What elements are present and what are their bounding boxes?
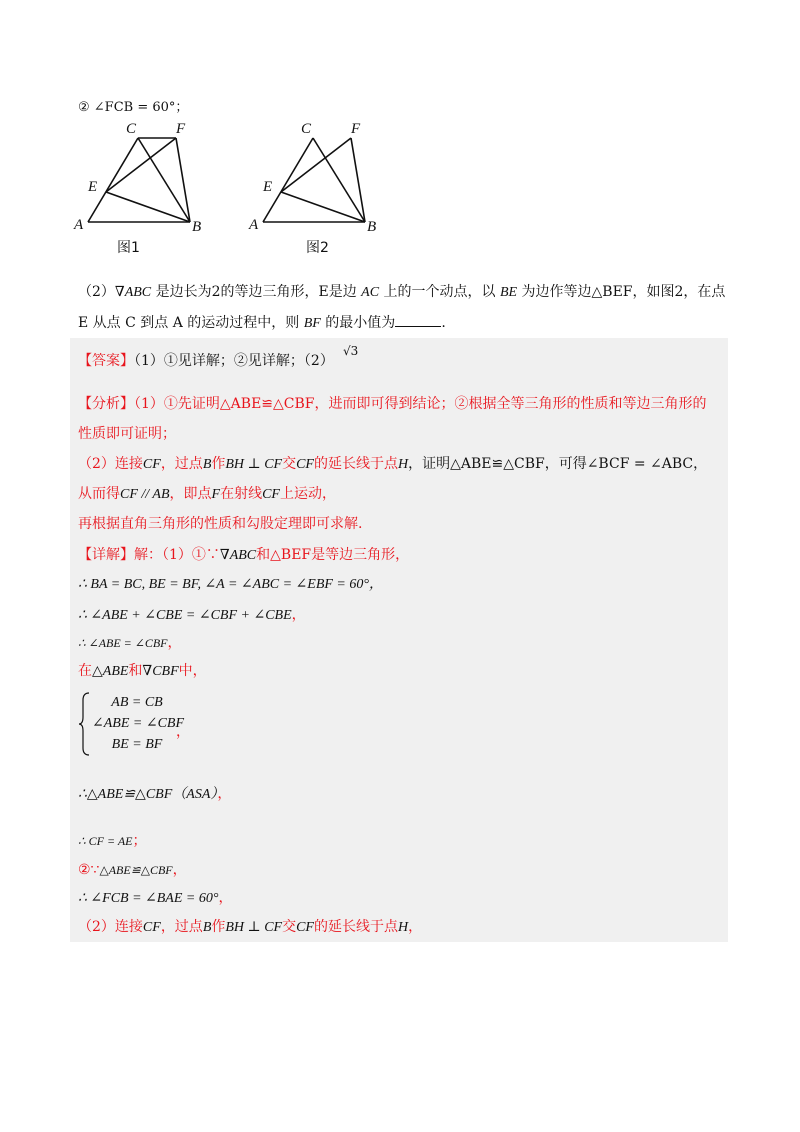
analysis-math: CF: [142, 457, 161, 472]
figure-1-diagram: [70, 118, 220, 238]
detail-text: ，: [291, 607, 306, 623]
detail-math: CF: [142, 920, 161, 935]
detail-math: BH ⊥ CF: [225, 920, 283, 935]
problem-math: ∇ABC: [114, 285, 152, 300]
equation-1: AB = CB: [111, 695, 163, 710]
detail-math: ∇ABC: [219, 548, 257, 563]
detail-text: ，: [167, 635, 182, 651]
problem-text: （2）: [78, 284, 115, 300]
detail-text: ，: [217, 786, 232, 802]
analysis-math: CF: [296, 457, 314, 472]
detail-math: ∴ ∠ABE = ∠CBF: [78, 636, 168, 650]
detail-math: △ABE: [92, 664, 129, 679]
analysis-text: ，证明△ABE≌△CBF，可得∠BCF = ∠ABC，: [408, 456, 708, 472]
analysis-math: CF // AB: [120, 487, 170, 502]
equation-lines: [92, 692, 185, 755]
fig2-label-c: C: [301, 121, 312, 137]
fig1-label-f: F: [176, 121, 186, 137]
detail-line-5: [78, 661, 207, 682]
fig1-label-a: A: [74, 217, 84, 233]
equation-3: BE = BF: [111, 737, 163, 752]
analysis-text: （2）连接: [78, 456, 143, 472]
problem-text: 的最小值为: [320, 315, 396, 331]
detail-line-9: [78, 888, 232, 909]
answer-blank: [395, 312, 441, 327]
system-comma: ，: [176, 724, 190, 740]
equation-2: ∠ABE = ∠CBF: [92, 716, 185, 731]
detail-math: B: [202, 920, 212, 935]
fig2-label-f: F: [351, 121, 361, 137]
detail-math: ∇CBF: [142, 664, 179, 679]
detail-math: H: [397, 920, 409, 935]
analysis-text: 在射线: [220, 486, 263, 502]
analysis-math: BH ⊥ CF: [225, 457, 283, 472]
detail-line-2: ∴ BA = BC, BE = BF, ∠A = ∠ABC = ∠EBF = 60°，: [78, 577, 383, 592]
problem-text: 上的一个动点，以: [379, 284, 500, 300]
detail-text: 交: [282, 919, 297, 935]
analysis-text: ，过点: [160, 456, 203, 472]
detail-math: △ABE≌△CBF: [99, 863, 173, 877]
top-label: ② ∠FCB = 60°；: [78, 100, 189, 115]
analysis-text: 从而得: [78, 486, 120, 502]
analysis-label: 【分析】: [78, 396, 134, 412]
detail-math: CF: [296, 920, 314, 935]
problem-text: E 从点 C 到点 A 的运动过程中，则: [78, 315, 304, 331]
detail-math: ∴△ABE≌△CBF（ASA）: [78, 787, 218, 802]
detail-text: ，: [218, 890, 233, 906]
figure-2-caption: 图2: [306, 240, 329, 256]
detail-text: 和: [128, 663, 143, 679]
detail-line-7: [78, 831, 147, 851]
problem-math: BE: [499, 285, 518, 300]
detail-text: （2）连接: [78, 919, 143, 935]
problem-text: .: [441, 315, 446, 331]
fig2-label-b: B: [367, 219, 377, 235]
analysis-text: ，即点: [169, 486, 212, 502]
detail-text: 作: [211, 919, 226, 935]
figure-1: [70, 118, 220, 238]
detail-line-4: [78, 633, 182, 653]
figure-2: [245, 118, 395, 238]
analysis-text: 交: [282, 456, 297, 472]
detail-line-6: [78, 784, 231, 805]
fig1-label-e: E: [88, 179, 98, 195]
detail-text: ，: [408, 919, 423, 935]
fig1-label-c: C: [126, 121, 137, 137]
problem-math: BF: [303, 316, 321, 331]
fig2-label-a: A: [249, 217, 259, 233]
analysis-line-1: [78, 394, 707, 414]
detail-line-3: [78, 605, 306, 626]
detail-text: ；: [132, 833, 147, 849]
detail-math: ∴ ∠FCB = ∠BAE = 60°: [78, 891, 219, 906]
detail-text: 中，: [178, 663, 207, 679]
fig1-label-b: B: [192, 219, 202, 235]
figure-2-diagram: [245, 118, 395, 238]
problem-text: 是边长为2的等边三角形，E是边: [151, 284, 362, 300]
analysis-math: H: [397, 457, 409, 472]
analysis-line-5: 再根据直角三角形的性质和勾股定理即可求解.: [78, 516, 363, 532]
detail-text: 的延长线于点: [313, 919, 398, 935]
detail-text: ，过点: [160, 919, 203, 935]
detail-line-10: [78, 917, 422, 938]
fig2-label-e: E: [263, 179, 273, 195]
analysis-text: （1）①先证明△ABE≌△CBF，进而即可得到结论；②根据全等三角形的性质和等边三角形的: [134, 396, 707, 412]
problem-text: 为边作等边△BEF，如图2，在点: [517, 284, 726, 300]
analysis-line-3: [78, 454, 707, 475]
detail-text: 在: [78, 663, 92, 679]
analysis-text: 上运动，: [279, 486, 336, 502]
detail-label: 【详解】: [78, 547, 134, 563]
detail-line-1: [78, 545, 409, 566]
answer-label: 【答案】: [78, 353, 134, 369]
detail-text: ，: [172, 862, 187, 878]
detail-math: ∴ CF = AE: [78, 834, 133, 848]
detail-math: ∴ ∠ABE + ∠CBE = ∠CBF + ∠CBE: [78, 608, 292, 623]
detail-text: ②∵: [78, 862, 100, 878]
analysis-text: 作: [211, 456, 226, 472]
analysis-text: 的延长线于点: [313, 456, 398, 472]
problem-line-2: [78, 312, 446, 334]
problem-line-1: [78, 282, 725, 303]
problem-math: AC: [361, 285, 380, 300]
figure-1-caption: 图1: [117, 240, 140, 256]
detail-line-8: [78, 860, 187, 880]
analysis-line-4: [78, 484, 336, 505]
detail-text: 解：（1）①∵: [134, 547, 220, 563]
analysis-line-2: 性质即可证明；: [78, 426, 176, 442]
answer-text: （1）①见详解；②见详解；（2）: [134, 353, 334, 369]
analysis-math: CF: [262, 487, 280, 502]
left-brace: [78, 692, 92, 756]
answer-sqrt: √3: [343, 344, 359, 358]
analysis-math: F: [211, 487, 221, 502]
answer-line: [78, 351, 334, 371]
analysis-math: B: [202, 457, 212, 472]
detail-text: 和△BEF是等边三角形，: [256, 547, 410, 563]
